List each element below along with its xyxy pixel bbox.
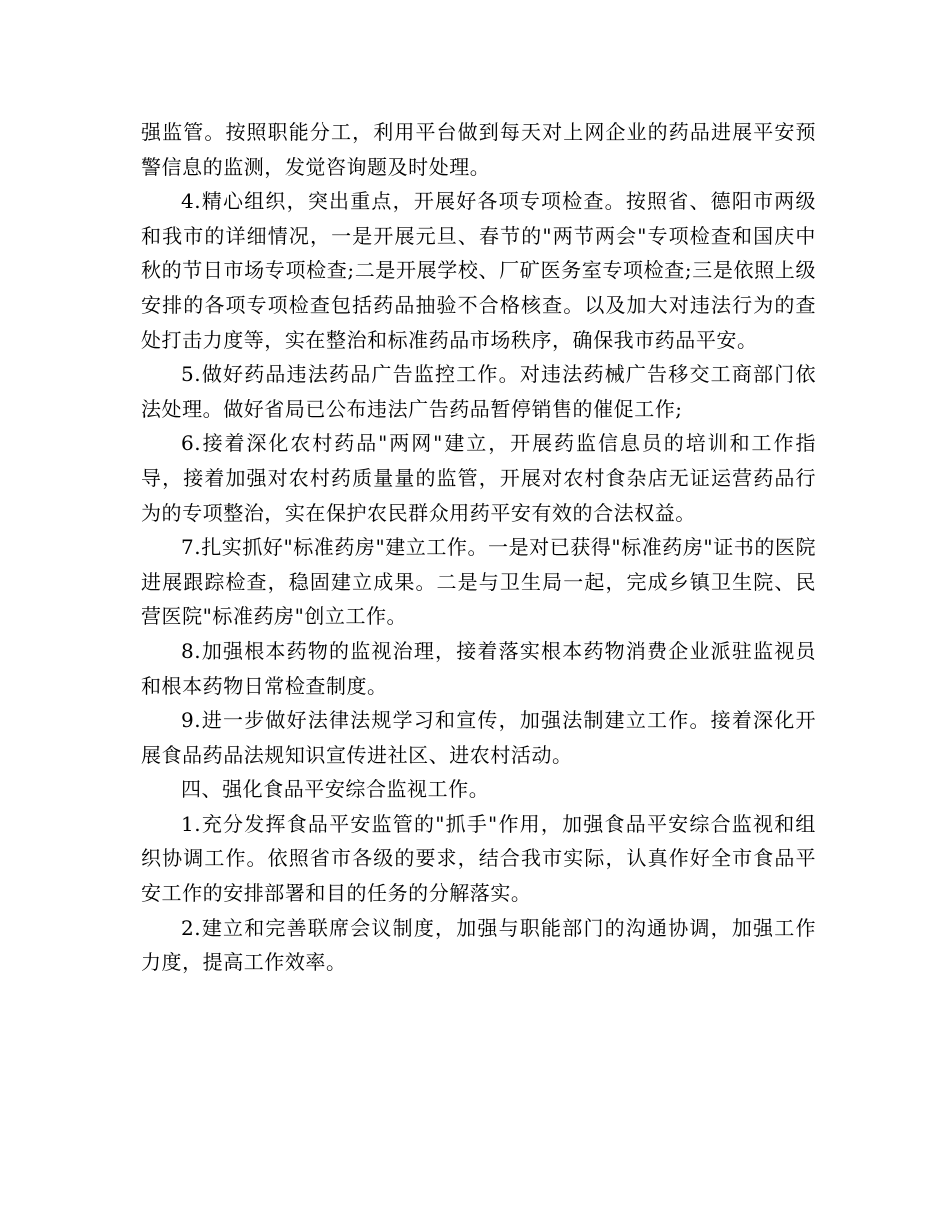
paragraph-9: 2.建立和完善联席会议制度，加强与职能部门的沟通协调，加强工作力度，提高工作效率。 [141,915,816,975]
paragraph-6: 8.加强根本药物的监视治理，接着落实根本药物消费企业派驻监视员和根本药物日常检查制度。 [141,638,816,698]
paragraph-8: 1.充分发挥食品平安监管的"抓手"作用，加强食品平安综合监视和组织协调工作。依照省市各级的要求，结合我市实际，认真作好全市食品平安工作的安排部署和目的任务的分解落实。 [141,811,816,906]
paragraph-5: 7.扎实抓好"标准药房"建立工作。一是对已获得"标准药房"证书的医院进展跟踪检查，稳固建立成果。二是与卫生局一起，完成乡镇卫生院、民营医院"标准药房"创立工作。 [141,535,816,629]
paragraph-3: 5.做好药品违法药品广告监控工作。对违法药械广告移交工商部门依法处理。做好省局已公布违法广告药品暂停销售的催促工作; [141,362,816,421]
paragraph-1: 强监管。按照职能分工，利用平台做到每天对上网企业的药品进展平安预警信息的监测，发觉咨询题及时处理。 [141,120,816,179]
section-heading: 四、强化食品平安综合监视工作。 [181,777,490,802]
document-body [141,115,816,980]
paragraph-2: 4.精心组织，突出重点，开展好各项专项检查。按照省、德阳市两级和我市的详细情况，一是开展元旦、春节的"两节两会"专项检查和国庆中秋的节日市场专项检查;二是开展学校、厂矿医务室专项检查;三是依照上级安排的各项专项检查包括药品抽验不合格核查。以及加大对违法行为的查处打击力度等，实在整治和标准药品市场秩序，确保我市药品平安。 [141,189,816,352]
paragraph-7: 9.进一步做好法律法规学习和宣传，加强法制建立工作。接着深化开展食品药品法规知识宣传进社区、进农村活动。 [141,708,816,767]
paragraph-4: 6.接着深化农村药品"两网"建立，开展药监信息员的培训和工作指导，接着加强对农村药质量量的监管，开展对农村食杂店无证运营药品行为的专项整治，实在保护农民群众用药平安有效的合法权益。 [141,431,816,525]
